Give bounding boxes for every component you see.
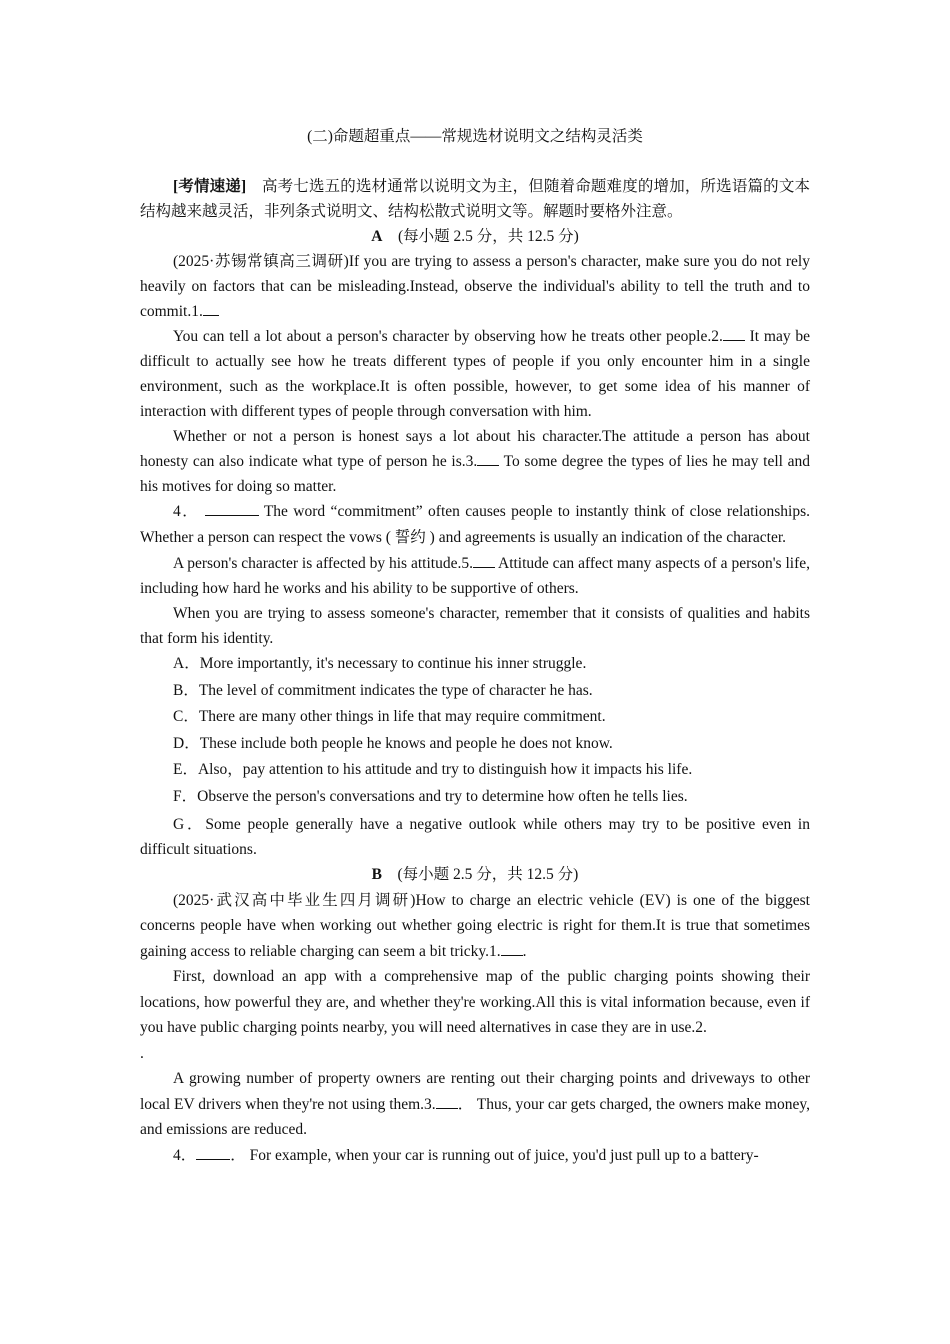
section-b-source: (2025·武汉高中毕业生四月调研) xyxy=(173,891,416,909)
answer-blank-a3[interactable] xyxy=(477,449,499,466)
section-a-paragraph-6: When you are trying to assess someone's character, remember that it consists of qualities and habits that form his identity. xyxy=(140,605,810,647)
intro-label: [考情速递] xyxy=(173,178,247,195)
section-a-score: (每小题 2.5 分，共 12.5 分) xyxy=(397,228,579,245)
option-e: E．Also，pay attention to his attitude and try to distinguish how it impacts his life. xyxy=(173,761,693,779)
option-g: G．Some people generally have a negative outlook while others may try to be positive even in difficult situations. xyxy=(140,815,810,858)
answer-blank-a4[interactable] xyxy=(205,499,259,516)
answer-blank-b1[interactable] xyxy=(501,939,523,956)
answer-blank-a2[interactable] xyxy=(723,324,745,341)
intro-paragraph xyxy=(140,174,810,224)
section-b-paragraph-4: 4． ． For example, when your car is running out of juice, you'd just pull up to a battery- xyxy=(140,1143,810,1169)
section-b-score: (每小题 2.5 分，共 12.5 分) xyxy=(397,865,579,883)
section-a-heading xyxy=(140,224,810,249)
section-b-paragraph-1: (2025·武汉高中毕业生四月调研)How to charge an electric vehicle (EV) is one of the biggest concerns people have when working out whether going electric is right for them.It is true that sometimes gaining access to reliable charging can seem a bit tricky.1. . xyxy=(140,891,810,960)
section-a-paragraph-2: You can tell a lot about a person's character by observing how he treats other people.2. It may be difficult to actually see how he treats different types of people if you only encounter him in a single environment, such as the workplace.It is often possible, however, to get some idea of his manner of interaction with different types of people through conversation with him. xyxy=(140,324,810,424)
section-a-letter: A xyxy=(371,228,383,245)
section-b-paragraph-3: A growing number of property owners are renting out their charging points and driveways to other local EV drivers when they're not using them.3. ． Thus, your car gets charged, the owners make money, and emissions are reduced. xyxy=(140,1070,810,1139)
answer-blank-a5[interactable] xyxy=(473,551,495,568)
option-a: A．More importantly, it's necessary to continue his inner struggle. xyxy=(173,655,587,672)
intro-text: 高考七选五的选材通常以说明文为主，但随着命题难度的增加，所选语篇的文本结构越来越灵活，非列条式说明文、结构松散式说明文等。解题时要格外注意。 xyxy=(140,178,810,220)
option-c: C．There are many other things in life that may require commitment. xyxy=(173,708,606,726)
option-f: F．Observe the person's conversations and try to determine how often he tells lies. xyxy=(173,787,688,805)
section-a-paragraph-5: A person's character is affected by his attitude.5. Attitude can affect many aspects of a person's life, including how hard he works and his ability to be supportive of others. xyxy=(140,551,810,601)
answer-blank-a1[interactable] xyxy=(203,299,219,316)
option-d: D．These include both people he knows and people he does not know. xyxy=(173,734,613,752)
page-title: (二)命题超重点——常规选材说明文之结构灵活类 xyxy=(307,128,643,145)
section-a-source: (2025·苏锡常镇高三调研) xyxy=(173,253,349,270)
answer-blank-b4[interactable] xyxy=(196,1143,230,1160)
section-b-heading xyxy=(140,862,810,888)
section-a-paragraph-3: Whether or not a person is honest says a lot about his character.The attitude a person has about honesty can also indicate what type of person he is.3. To some degree the types of lies he may tell and his motives for doing so matter. xyxy=(140,428,810,495)
option-b: B．The level of commitment indicates the type of character he has. xyxy=(173,681,593,699)
document-body xyxy=(140,174,810,1168)
section-a-paragraph-1: (2025·苏锡常镇高三调研)If you are trying to assess a person's character, make sure you do not rely heavily on factors that can be misleading.Instead, observe the individual's ability to tell the truth and to commit.1. xyxy=(140,253,810,320)
answer-blank-b3[interactable] xyxy=(436,1092,458,1109)
section-b-letter: B xyxy=(371,865,382,883)
section-b-paragraph-2: First, download an app with a comprehensive map of the public charging points showing their locations, how powerful they are, and whether they're working.All this is vital information because, even if you have public charging points nearby, you will need alternatives in case they are in use.2. . xyxy=(140,968,810,1062)
section-a-paragraph-4: 4． The word “commitment” often causes people to instantly think of close relationships. Whether a person can respect the vows ( 誓约 ) and agreements is usually an indication of the character. xyxy=(140,499,810,551)
